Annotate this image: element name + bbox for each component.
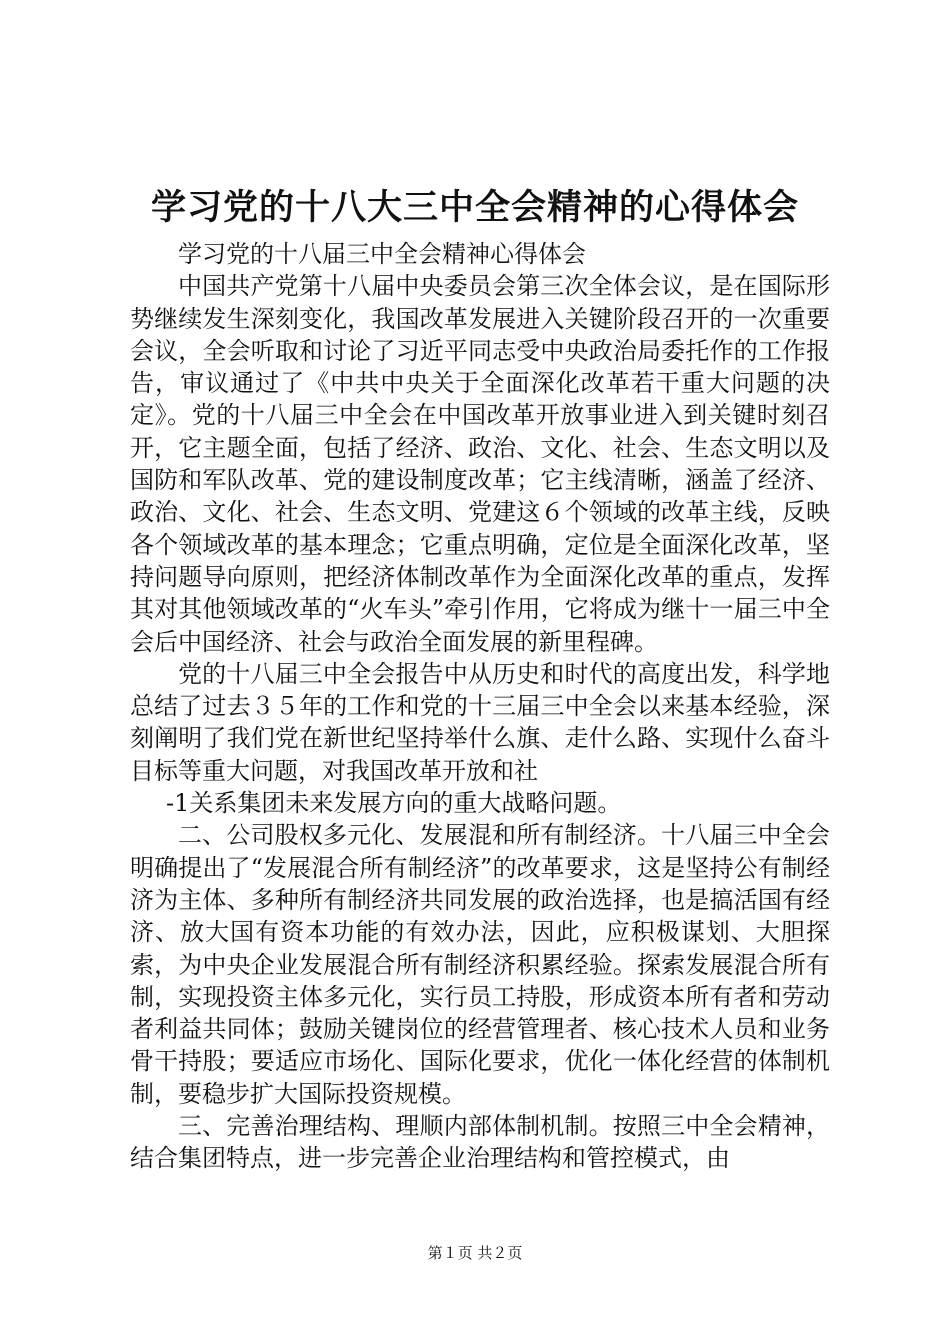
page-footer: 第１页 共２页 — [427, 1244, 523, 1262]
paragraph-2: 党的十八届三中全会报告中从历史和时代的高度出发，科学地总结了过去３５年的工作和党的十三届三中全会以来基本经验，深刻阐明了我们党在新世纪坚持举什么旗、走什么路、实现什么奋斗目标等重大问题，对我国改革开放和社 — [130, 659, 830, 785]
paragraph-1: 中国共产党第十八届中央委员会第三次全体会议，是在国际形势继续发生深刻变化，我国改革发展进入关键阶段召开的一次重要会议，全会听取和讨论了习近平同志受中央政治局委托作的工作报告，审议通过了《中共中央关于全面深化改革若干重大问题的决定》。党的十八届三中全会在中国改革开放事业进入到关键时刻召开，它主题全面，包括了经济、政治、文化、社会、生态文明以及国防和军队改革、党的建设制度改革；它主线清晰，涵盖了经济、政治、文化、社会、生态文明、党建这６个领域的改革主线，反映各个领域改革的基本理念；它重点明确，定位是全面深化改革，坚持问题导向原则，把经济体制改革作为全面深化改革的重点，发挥其对其他领域改革的“火车头”牵引作用，它将成为继十一届三中全会后中国经济、社会与政治全面发展的新里程碑。 — [130, 272, 830, 656]
document-body — [130, 238, 830, 1175]
paragraph-5: 三、完善治理结构、理顺内部体制机制。按照三中全会精神，结合集团特点，进一步完善企业治理结构和管控模式，由 — [130, 1112, 830, 1173]
subtitle-line: 学习党的十八届三中全会精神心得体会 — [178, 240, 586, 268]
paragraph-4: 二、公司股权多元化、发展混和所有制经济。十八届三中全会明确提出了“发展混合所有制经济”的改革要求，这是坚持公有制经济为主体、多种所有制经济共同发展的政治选择，也是搞活国有经济、放大国有资本功能的有效办法，因此，应积极谋划、大胆探索，为中央企业发展混合所有制经济积累经验。探索发展混合所有制，实现投资主体多元化，实行员工持股，形成资本所有者和劳动者利益共同体；鼓励关键岗位的经营管理者、核心技术人员和业务骨干持股；要适应市场化、国际化要求，优化一体化经营的体制机制，要稳步扩大国际投资规模。 — [130, 821, 830, 1108]
paragraph-3: -1关系集团未来发展方向的重大战略问题。 — [166, 789, 622, 818]
document-title: 学习党的十八大三中全会精神的心得体会 — [150, 187, 799, 228]
